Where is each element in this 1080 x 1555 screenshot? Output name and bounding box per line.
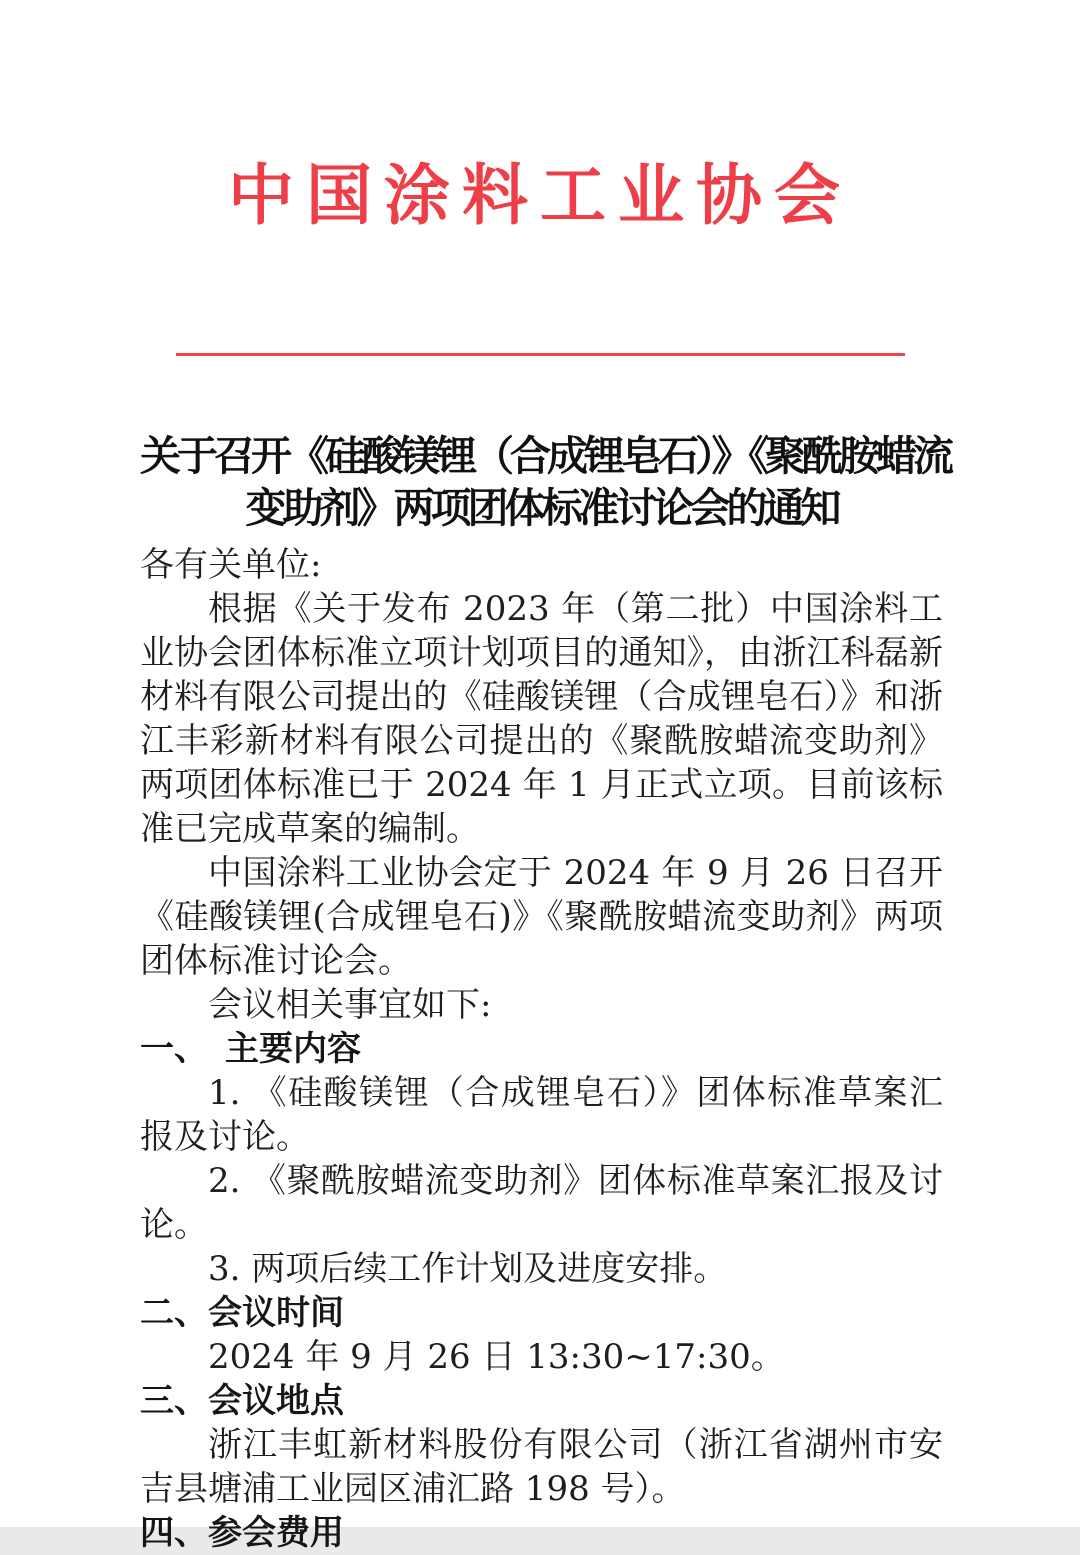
agenda-item-3: 3. 两项后续工作计划及进度安排。 <box>208 1249 728 1289</box>
notice-title-line-1: 关于召开《硅酸镁锂（合成锂皂石）》《聚酰胺蜡流 <box>140 432 950 480</box>
agenda-item-2: 2. 《聚酰胺蜡流变助剂》团体标准草案汇报及讨论。 <box>140 1161 943 1245</box>
section-1-heading-main-content: 一、 主要内容 <box>140 1029 361 1069</box>
notice-title-line-2: 变助剂》两项团体标准讨论会的通知 <box>245 484 838 532</box>
letterhead-org-name: 中国涂料工业协会 <box>228 156 852 234</box>
paragraph-lead-in: 会议相关事宜如下: <box>208 985 492 1025</box>
paragraph-meeting-announcement: 中国涂料工业协会定于 2024 年 9 月 26 日召开《硅酸镁锂(合成锂皂石)》《聚酰胺蜡流变助剂》两项团体标准讨论会。 <box>140 853 943 981</box>
paragraph-standard-background: 根据《关于发布 2023 年（第二批）中国涂料工业协会团体标准立项计划项目的通知》，由浙江科磊新材料有限公司提出的《硅酸镁锂（合成锂皂石）》和浙江丰彩新材料有限公司提出的《聚酰胺蜡流变助剂》两项团体标准已于 2024 年 1 月正式立项。目前该标准已完成草案的编制。 <box>140 589 943 849</box>
agenda-item-1: 1. 《硅酸镁锂（合成锂皂石）》团体标准草案汇报及讨论。 <box>140 1073 943 1157</box>
meeting-location-text: 浙江丰虹新材料股份有限公司（浙江省湖州市安吉县塘浦工业园区浦汇路 198 号）。 <box>140 1425 943 1509</box>
letterhead-divider-line <box>176 353 905 356</box>
section-4-heading-participation-fee: 四、参会费用 <box>140 1513 344 1553</box>
meeting-time-text: 2024 年 9 月 26 日 13:30~17:30。 <box>208 1337 785 1377</box>
salutation: 各有关单位: <box>140 545 322 585</box>
notice-body <box>140 430 950 1555</box>
section-3-heading-meeting-location: 三、会议地点 <box>140 1381 344 1421</box>
section-2-heading-meeting-time: 二、会议时间 <box>140 1293 344 1333</box>
